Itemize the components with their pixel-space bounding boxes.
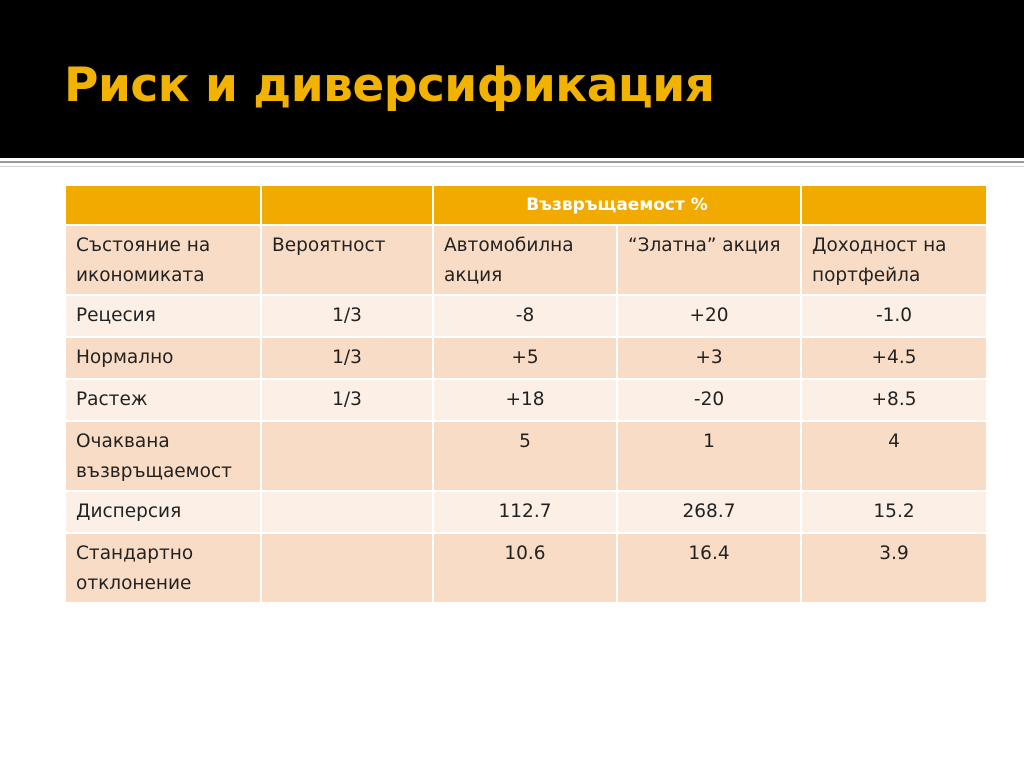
table-row [65,337,987,379]
portfolio-return-cell: 4 [801,421,987,491]
row-label: Нормално [65,337,261,379]
portfolio-return-cell: +8.5 [801,379,987,421]
row-label: Рецесия [65,295,261,337]
header-cell-empty [65,185,261,225]
portfolio-return-cell: 3.9 [801,533,987,603]
header-cell-empty [801,185,987,225]
row-label: Стандартно отклонение [65,533,261,603]
auto-return-cell: -8 [433,295,617,337]
divider-line [0,161,1024,163]
table-row [65,421,987,491]
probability-cell [261,533,433,603]
table-row [65,491,987,533]
gold-return-cell: 1 [617,421,801,491]
gold-return-cell: -20 [617,379,801,421]
auto-return-cell: +18 [433,379,617,421]
table-row-column-titles [65,225,987,295]
gold-return-cell: 16.4 [617,533,801,603]
table-header-row [65,185,987,225]
probability-cell: 1/3 [261,337,433,379]
gold-return-cell: 268.7 [617,491,801,533]
row-label: Очаквана възвръщаемост [65,421,261,491]
auto-return-cell: 5 [433,421,617,491]
probability-cell: 1/3 [261,295,433,337]
probability-cell [261,491,433,533]
probability-cell: 1/3 [261,379,433,421]
table-row [65,533,987,603]
divider-line-thin [0,166,1024,167]
col-title-probability: Вероятност [261,225,433,295]
row-label: Дисперсия [65,491,261,533]
portfolio-return-cell: -1.0 [801,295,987,337]
table-row [65,295,987,337]
header-cell-returns: Възвръщаемост % [433,185,801,225]
slide-title: Риск и диверсификация [64,58,715,113]
returns-table [64,184,988,604]
col-title-portfolio-return: Доходност на портфейла [801,225,987,295]
portfolio-return-cell: +4.5 [801,337,987,379]
auto-return-cell: 10.6 [433,533,617,603]
header-cell-empty [261,185,433,225]
gold-return-cell: +20 [617,295,801,337]
auto-return-cell: 112.7 [433,491,617,533]
table-row [65,379,987,421]
row-label: Растеж [65,379,261,421]
gold-return-cell: +3 [617,337,801,379]
probability-cell [261,421,433,491]
col-title-gold-stock: “Златна” акция [617,225,801,295]
auto-return-cell: +5 [433,337,617,379]
col-title-auto-stock: Автомобилна акция [433,225,617,295]
col-title-economy-state: Състояние на икономиката [65,225,261,295]
portfolio-return-cell: 15.2 [801,491,987,533]
